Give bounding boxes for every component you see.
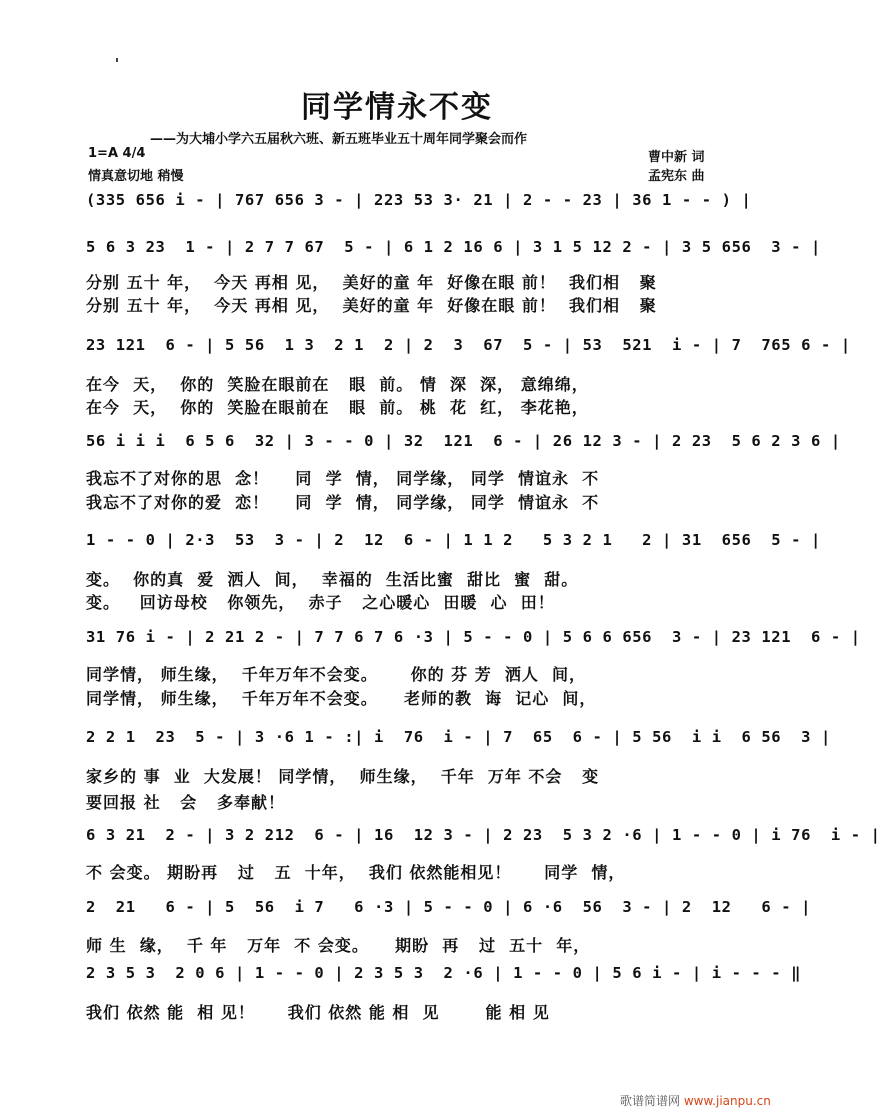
lyric-line-3-verse-2: 在今 天， 你的 笑脸在眼前在 眼 前。 桃 花 红， 李花艳， (86, 398, 589, 417)
notation-line-7: 2 2 1 23 5 - | 3 ·6 1 - :| i 76 i - | 7 65 6 - | 5 56 i i 6 56 3 | (86, 728, 831, 746)
notation-line-4: 56 i i i 6 5 6 32 | 3 - - 0 | 32 121 6 - | 26 12 3 - | 2 23 5 6 2 3 6 | (86, 432, 841, 450)
notation-line-2: 5 6 3 23 1 - | 2 7 7 67 5 - | 6 1 2 16 6 | 3 1 5 12 2 - | 3 5 656 3 - | (86, 238, 821, 256)
notation-line-6: 31 76 i - | 2 21 2 - | 7 7 6 7 6 ·3 | 5 - - 0 | 5 6 6 656 3 - | 23 121 6 - | (86, 628, 861, 646)
lyric-line-7-verse-2: 要回报 社 会 多奉献！ (86, 793, 285, 812)
tempo-marking: 情真意切地 稍慢 (88, 169, 184, 184)
lyric-line-7-verse-1: 家乡的 事 业 大发展！ 同学情， 师生缘， 千年 万年 不会 变 (86, 767, 600, 786)
lyric-line-4-verse-2: 我忘不了对你的爱 恋！ 同 学 情， 同学缘， 同学 情谊永 不 (86, 493, 600, 512)
notation-line-9: 2 21 6 - | 5 56 i 7 6 ·3 | 5 - - 0 | 6 ·6 56 3 - | 2 12 6 - | (86, 898, 812, 916)
lyric-line-6-verse-2: 同学情， 师生缘， 千年万年不会变。 老师的教 诲 记心 间， (86, 689, 597, 708)
lyric-line-5-verse-2: 变。 回访母校 你领先， 赤子 之心暖心 田暖 心 田！ (86, 593, 555, 612)
lyric-line-10: 我们 依然 能 相 见！ 我们 依然 能 相 见 能 相 见 (86, 1003, 550, 1022)
notation-line-1: (335 656 i - | 767 656 3 - | 223 53 3· 21 | 2 - - 23 | 36 1 - - ) | (86, 191, 752, 209)
lyric-line-8: 不 会变。 期盼再 过 五 十年， 我们 依然能相见！ 同学 情， (86, 863, 626, 882)
lyric-line-3-verse-1: 在今 天， 你的 笑脸在眼前在 眼 前。 情 深 深， 意绵绵， (86, 375, 589, 394)
page-mark (116, 58, 118, 62)
notation-line-10: 2 3 5 3 2 0 6 | 1 - - 0 | 2 3 5 3 2 ·6 | 1 - - 0 | 5 6 i - | i - - - ‖ (86, 964, 802, 982)
watermark (620, 1092, 790, 1112)
watermark-site-name: 歌谱简谱网 (620, 1094, 681, 1108)
lyric-line-5-verse-1: 变。 你的真 爱 洒人 间， 幸福的 生活比蜜 甜比 蜜 甜。 (86, 570, 579, 589)
notation-line-8: 6 3 21 2 - | 3 2 212 6 - | 16 12 3 - | 2 23 5 3 2 ·6 | 1 - - 0 | i 76 i - | (86, 826, 881, 844)
lyric-line-2-verse-2: 分别 五十 年， 今天 再相 见， 美好的童 年 好像在眼 前！ 我们相 聚 (86, 296, 657, 315)
notation-line-5: 1 - - 0 | 2·3 53 3 - | 2 12 6 - | 1 1 2 5 3 2 1 2 | 31 656 5 - | (86, 531, 821, 549)
notation-line-3: 23 121 6 - | 5 56 1 3 2 1 2 | 2 3 67 5 - | 53 521 i - | 7 765 6 - | (86, 336, 851, 354)
lyric-line-6-verse-1: 同学情， 师生缘， 千年万年不会变。 你的 芬 芳 洒人 间， (86, 665, 586, 684)
song-subtitle: ——为大埔小学六五届秋六班、新五班毕业五十周年同学聚会而作 (150, 132, 528, 147)
song-title: 同学情永不变 (301, 90, 493, 125)
watermark-url: www.jianpu.cn (683, 1094, 771, 1108)
lyric-line-9: 师 生 缘， 千 年 万年 不 会变。 期盼 再 过 五十 年， (86, 936, 591, 955)
lyric-line-2-verse-1: 分别 五十 年， 今天 再相 见， 美好的童 年 好像在眼 前！ 我们相 聚 (86, 273, 657, 292)
composer-credit: 孟宪东 曲 (648, 169, 705, 184)
lyricist-credit: 曹中新 词 (648, 150, 705, 165)
key-signature: 1=A 4/4 (88, 146, 146, 161)
lyric-line-4-verse-1: 我忘不了对你的思 念！ 同 学 情， 同学缘， 同学 情谊永 不 (86, 469, 600, 488)
